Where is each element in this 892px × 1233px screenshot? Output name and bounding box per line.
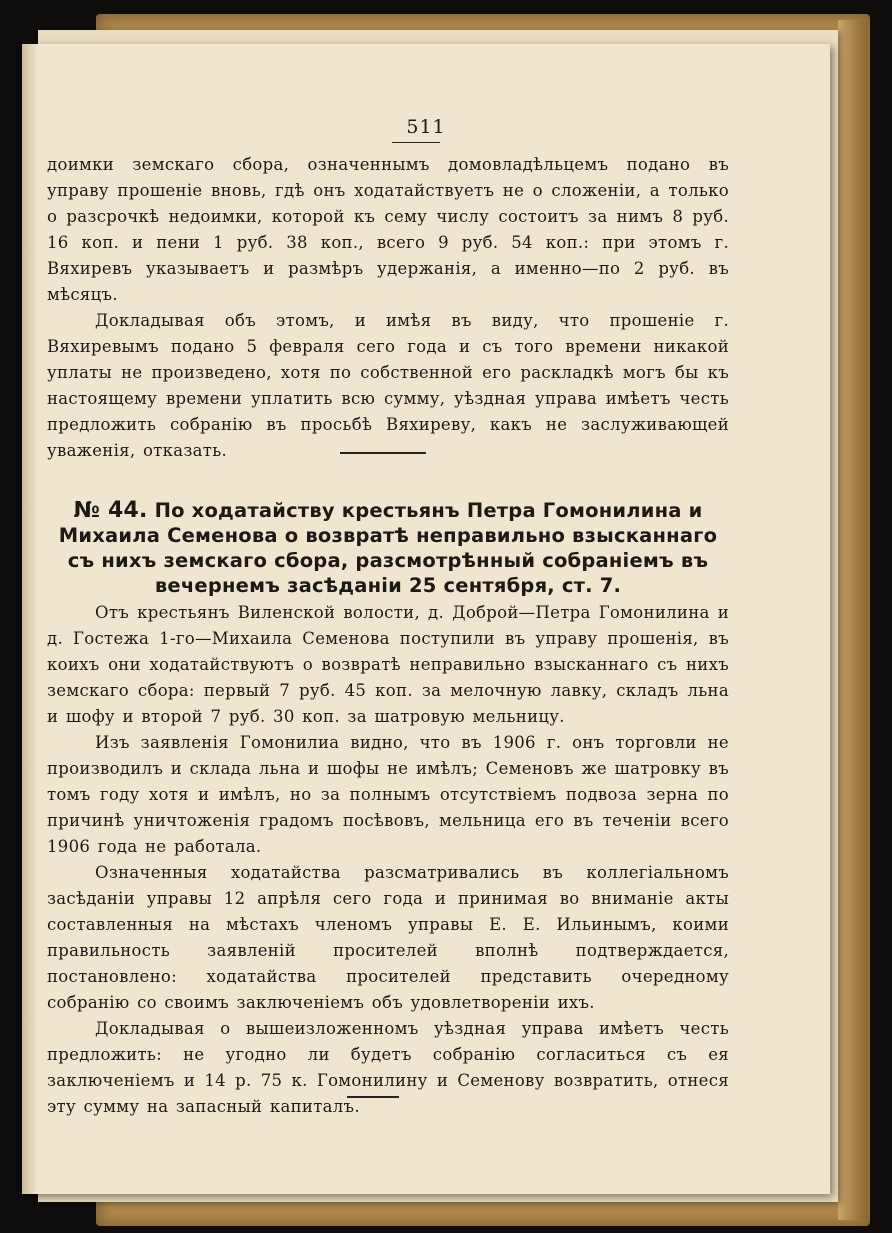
document-page xyxy=(22,44,830,1194)
paragraph: доимки земскаго сбора, означеннымъ домовладѣльцемъ подано въ управу прошеніе вновь, гдѣ онъ ходатайствуетъ не о сложеніи, а только о разсрочкѣ недоимки, которой къ сему числу состоитъ за нимъ 8 руб. 16 коп. и пени 1 руб. 38 коп., всего 9 руб. 54 коп.: при этомъ г. Вяхиревъ указываетъ и размѣръ удержанія, а именно—по 2 руб. въ мѣсяцъ. xyxy=(47,155,729,304)
page-number: 511 xyxy=(406,116,446,138)
paragraph: Изъ заявленія Гомонилиа видно, что въ 1906 г. онъ торговли не производилъ и склада льна и шофы не имѣлъ; Семеновъ же шатровку въ томъ году хотя и имѣлъ, но за полнымъ отсутствіемъ подвоза зерна по причинѣ уничтоженія градомъ посѣвовъ, мельница его въ теченіи всего 1906 года не работала. xyxy=(47,733,729,856)
book-cover-edge xyxy=(838,20,868,1220)
end-divider xyxy=(347,1096,399,1098)
item-title: По ходатайству крестьянъ Петра Гомонилина и Михаила Семенова о возвратѣ неправильно взысканнаго съ нихъ земскаго сбора, разсмотрѣнный собраніемъ въ вечернемъ засѣданіи 25 сентября, ст. 7. xyxy=(58,499,718,597)
main-section xyxy=(47,600,729,1120)
paragraph: Отъ крестьянъ Виленской волости, д. Доброй—Петра Гомонилина и д. Гостежа 1-го—Михаила Семенова поступили въ управу прошенія, въ коихъ они ходатайствуютъ о возвратѣ неправильно взысканнаго съ нихъ земскаго сбора: первый 7 руб. 45 коп. за мелочную лавку, складъ льна и шофу и второй 7 руб. 30 коп. за шатровую мельницу. xyxy=(47,603,729,726)
top-section xyxy=(47,152,729,464)
item-heading xyxy=(47,498,729,598)
item-number: № 44. xyxy=(73,498,148,523)
paragraph: Означенныя ходатайства разсматривались въ коллегіальномъ засѣданіи управы 12 апрѣля сего года и принимая во вниманіе акты составленныя на мѣстахъ членомъ управы Е. Е. Ильинымъ, коими правильность заявленій просителей вполнѣ подтверждается, постановлено: ходатайства просителей представить очередному собранію со своимъ заключеніемъ объ удовлетвореніи ихъ. xyxy=(47,863,729,1012)
page-number-rule xyxy=(392,142,440,143)
paragraph: Докладывая о вышеизложенномъ уѣздная управа имѣетъ честь предложить: не угодно ли будетъ собранію согласиться съ ея заключеніемъ и 14 р. 75 к. Гомонилину и Семенову возвратить, отнеся эту сумму на запасный капиталъ. xyxy=(47,1019,729,1116)
section-divider xyxy=(340,452,426,454)
paragraph: Докладывая объ этомъ, и имѣя въ виду, что прошеніе г. Вяхиревымъ подано 5 февраля сего года и съ того времени никакой уплаты не произведено, хотя по собственной его раскладкѣ могъ бы къ настоящему времени уплатить всю сумму, уѣздная управа имѣетъ честь предложить собранію въ просьбѣ Вяхиреву, какъ не заслуживающей уваженія, отказать. xyxy=(47,311,729,460)
